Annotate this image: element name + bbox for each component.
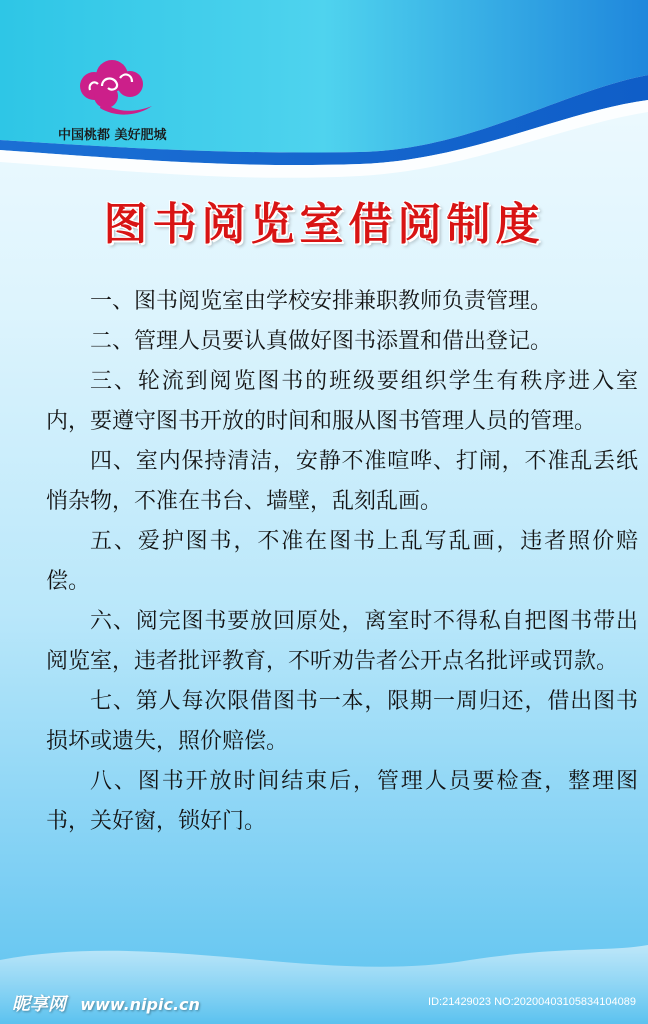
watermark-id: ID:21429023 NO:20200403105834104089	[428, 996, 636, 1008]
watermark-url: www.nipic.cn	[80, 995, 200, 1014]
header-slogan: 中国桃都 美好肥城	[58, 128, 167, 143]
rule-item: 七、第人每次限借图书一本，限期一周归还，借出图书损坏或遗失，照价赔偿。	[46, 689, 638, 754]
rule-item: 一、图书阅览室由学校安排兼职教师负责管理。	[90, 289, 553, 314]
rule-item: 二、管理人员要认真做好图书添置和借出登记。	[90, 329, 553, 354]
watermark-brand	[12, 990, 200, 1016]
rule-item: 四、室内保持清洁，安静不准喧哗、打闹，不准乱丢纸悄杂物，不准在书台、墙壁，乱刻乱画。	[46, 449, 638, 514]
rule-item: 六、阅完图书要放回原处，离室时不得私自把图书带出阅览室，违者批评教育，不听劝告者公开点名批评或罚款。	[46, 609, 638, 674]
cloud-logo-icon	[72, 56, 158, 120]
rule-item: 三、轮流到阅览图书的班级要组织学生有秩序进入室内，要遵守图书开放的时间和服从图书管理人员的管理。	[46, 369, 638, 434]
watermark-brand-name: 昵享网	[12, 994, 66, 1015]
page-title: 图书阅览室借阅制度	[103, 199, 545, 250]
rule-item: 五、爱护图书，不准在图书上乱写乱画，违者照价赔偿。	[46, 529, 638, 594]
rule-item: 八、图书开放时间结束后，管理人员要检查，整理图书，关好窗，锁好门。	[46, 769, 638, 834]
rules-list	[46, 282, 638, 842]
